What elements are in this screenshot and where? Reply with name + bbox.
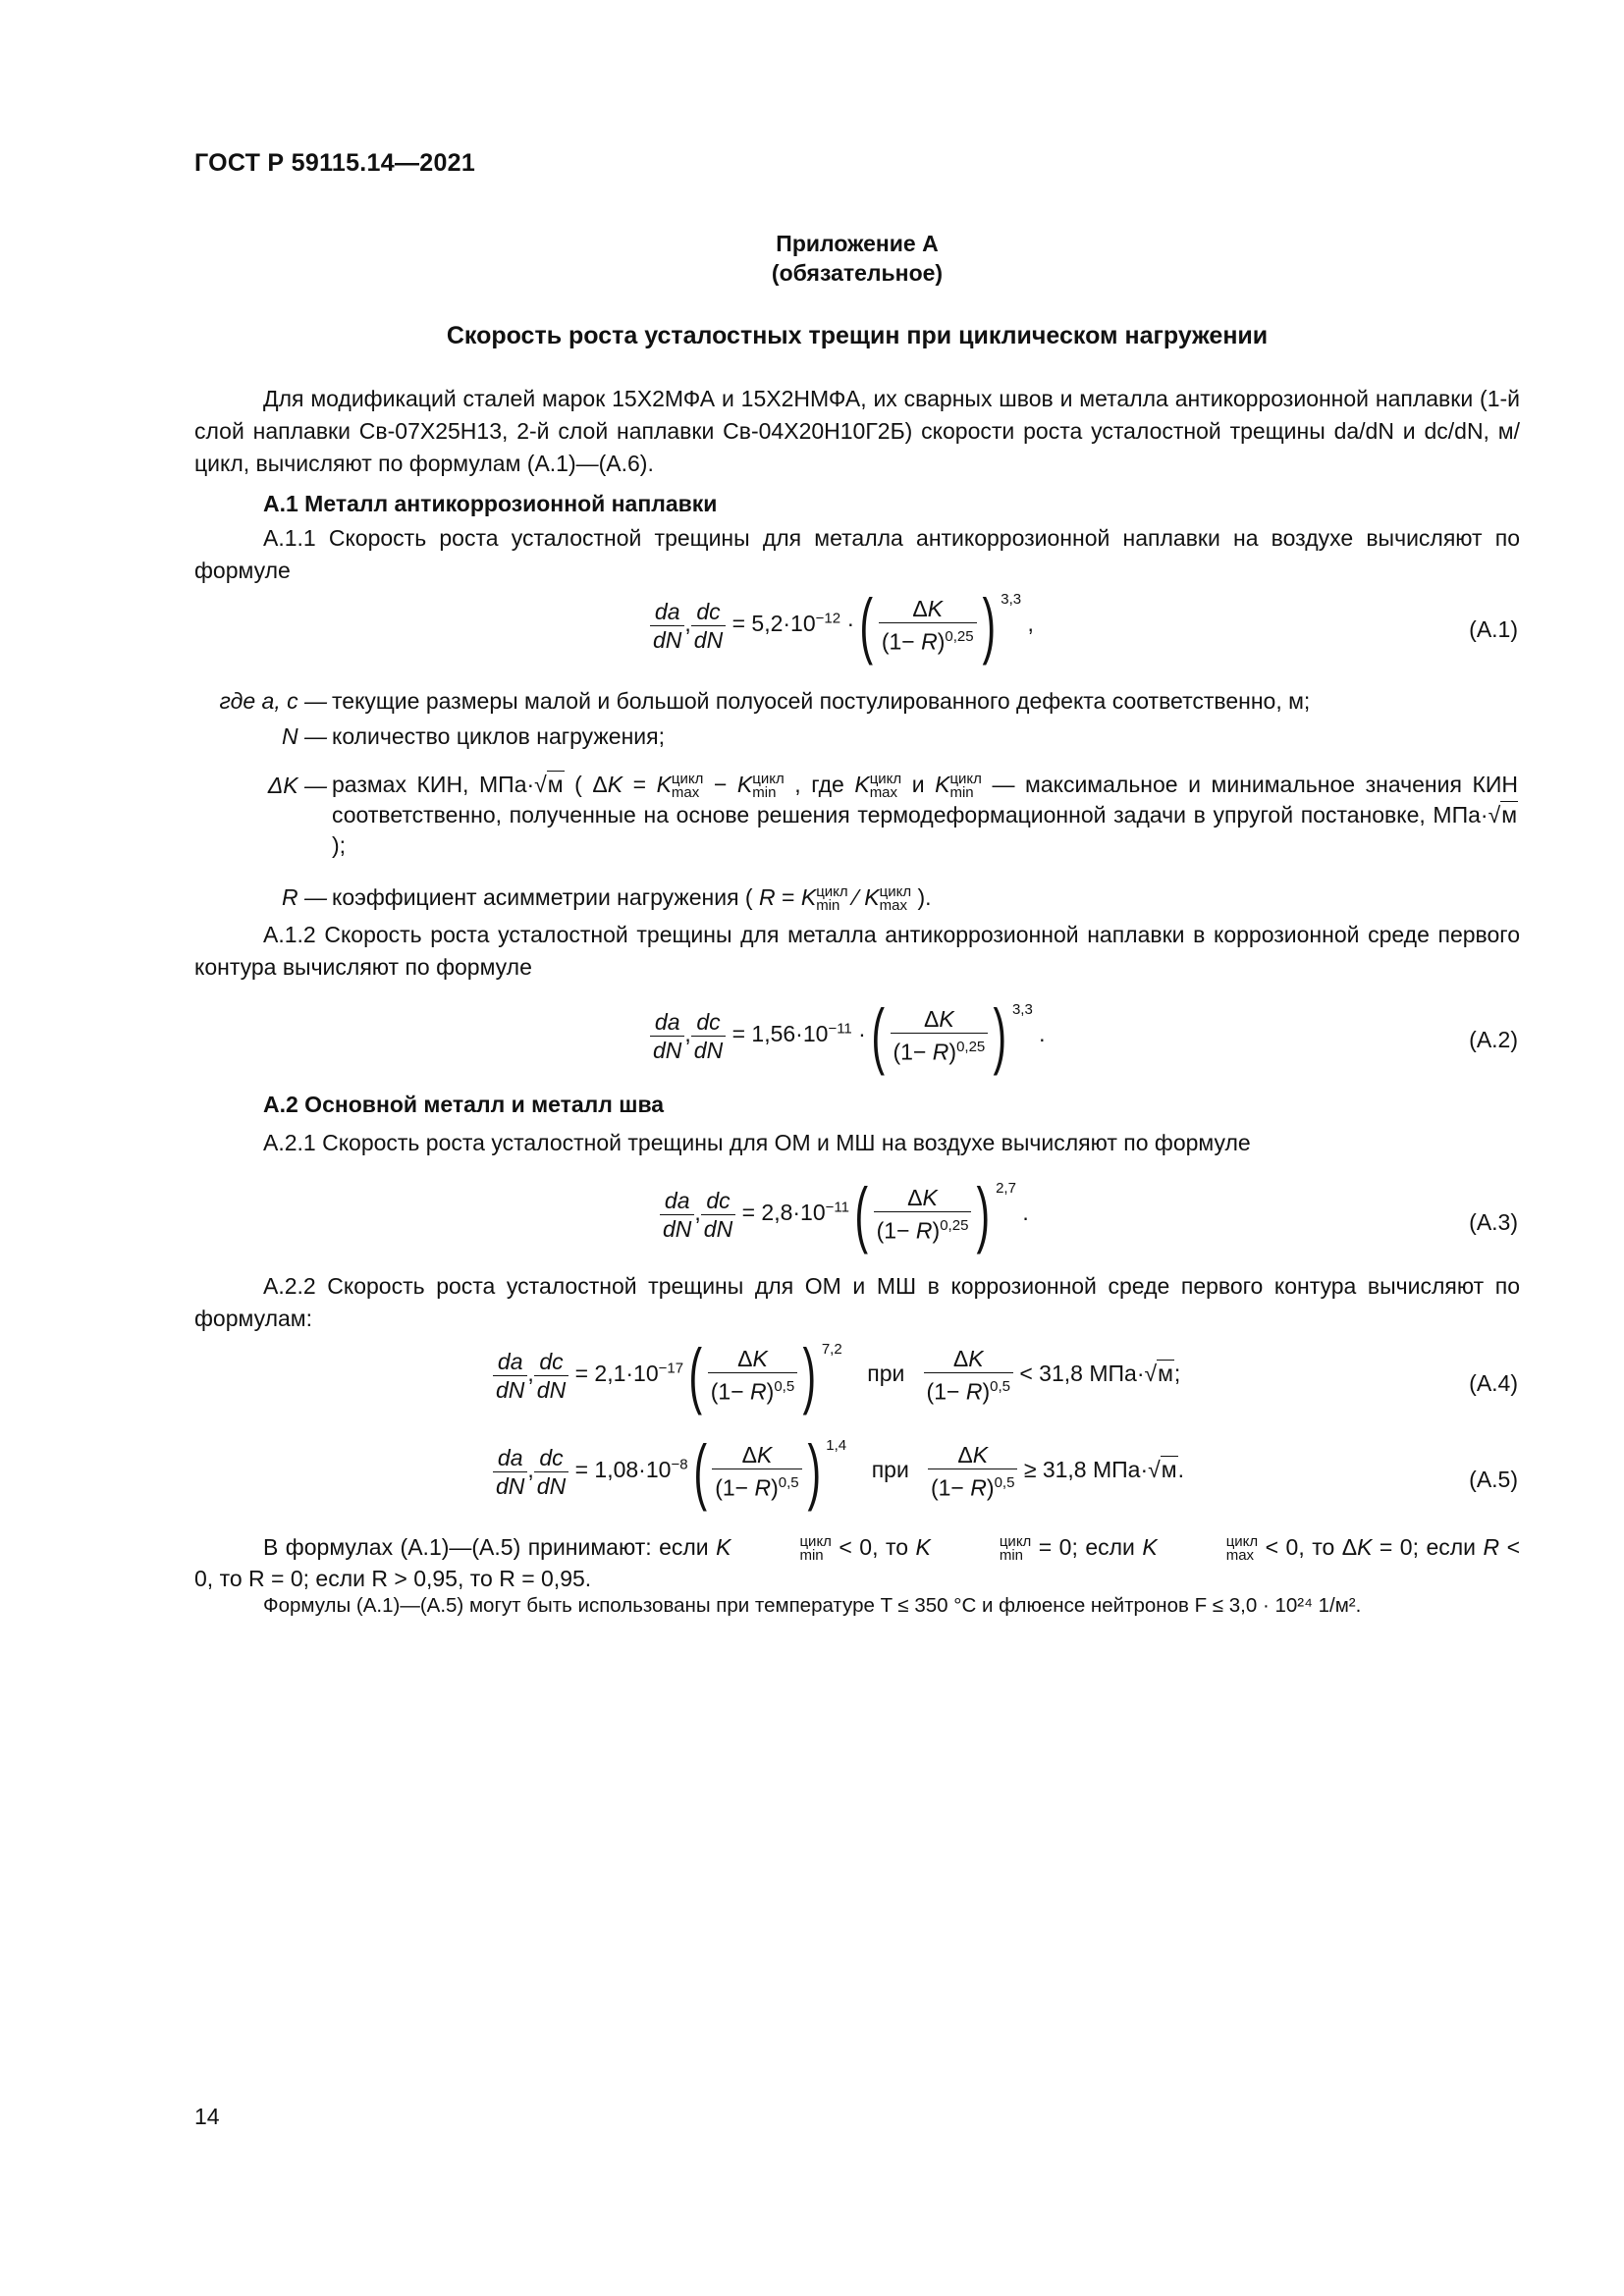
closing-note: Формулы (А.1)—(А.5) могут быть использованы при температуре T ≤ 350 °С и флюенсе нейтронов F ≤ 3,0 · 10²⁴ 1/м². bbox=[263, 1594, 1362, 1617]
def-ac-text: текущие размеры малой и большой полуосей постулированного дефекта соответственно, м; bbox=[332, 688, 1311, 714]
equation-a2-label: (А.2) bbox=[1469, 1027, 1518, 1052]
a1-2-paragraph: А.1.2 Скорость роста усталостной трещины для металла антикоррозионной наплавки в коррозионной среде первого контура вычисляют по формуле bbox=[194, 922, 1520, 980]
appendix-title: Приложение А bbox=[776, 231, 939, 256]
a1-heading: А.1 Металл антикоррозионной наплавки bbox=[263, 491, 718, 516]
equation-a3-label: (А.3) bbox=[1469, 1209, 1518, 1235]
section-title: Скорость роста усталостных трещин при циклическом нагружении bbox=[446, 322, 1269, 349]
def-r-label: R — bbox=[281, 884, 327, 910]
equation-a3: $\frac{da}{dN}$ , $\frac{dc}{dN}$ = $2,8\cdot 10^{-11}$( $\frac{\Delta K}{(1- R)^{0,25}}$ ) $^{2,7}$ . bbox=[660, 1178, 1029, 1251]
equation-a4: $\frac{da}{dN}$ , $\frac{dc}{dN}$ = $2,1\cdot 10^{-17}$( $\frac{\Delta K}{(1- R)^{0,5}}$ ) $^{7,2}$ при $\frac{\Delta K}{(1- R)^{0,5}}$ < 31,8 МПа·√м; bbox=[493, 1339, 1180, 1412]
intro-paragraph: Для модификаций сталей марок 15Х2МФА и 15Х2НМФА, их сварных швов и металла антикоррозионной наплавки (1-й слой наплавки Св-07Х25Н13, 2-й слой наплавки Св-04Х20Н10Г2Б) скорости роста усталостной трещины da/dN и dc/dN, м/цикл, вычисляют по формулам (А.1)—(А.6). bbox=[194, 386, 1520, 476]
a2-heading: А.2 Основной металл и металл шва bbox=[263, 1092, 665, 1117]
closing-rule: В формулах (А.1)—(А.5) принимают: если K цикл min < 0, то K цикл min = 0; если K цикл max < 0, то ΔK = 0; если R < 0, то R = 0; если R > 0,95, то R = 0,95. bbox=[194, 1532, 1521, 1591]
a2-2-paragraph: А.2.2 Скорость роста усталостной трещины для ОМ и МШ в коррозионной среде первого контура вычисляют по формулам: bbox=[194, 1273, 1520, 1331]
equation-a1: $\frac{da}{dN}$ , $\frac{dc}{dN}$ = $5,2\cdot 10^{-12}$ ·( $\frac{\Delta K}{(1- R)^{0,25}}$ ) $^{3,3}$ , bbox=[650, 589, 1034, 662]
appendix-status: (обязательное) bbox=[771, 260, 944, 286]
equation-a5-label: (А.5) bbox=[1469, 1467, 1518, 1492]
equation-a4-label: (А.4) bbox=[1469, 1370, 1518, 1396]
page-number: 14 bbox=[194, 2104, 220, 2129]
equation-a5: $\frac{da}{dN}$ , $\frac{dc}{dN}$ = $1,08\cdot 10^{-8}$( $\frac{\Delta K}{(1- R)^{0,5}}$ ) $^{1,4}$ при $\frac{\Delta K}{(1- R)^{0,5}}$ ≥ 31,8 МПа·√м. bbox=[493, 1435, 1184, 1508]
equation-a2: $\frac{da}{dN}$ , $\frac{dc}{dN}$ = $1,56\cdot 10^{-11}$ ·( $\frac{\Delta K}{(1- R)^{0,25}}$ ) $^{3,3}$ . bbox=[650, 999, 1046, 1072]
def-r-text: коэффициент асимметрии нагружения ( R = K цикл min ⁄ K цикл max ). bbox=[332, 882, 932, 914]
standard-header: ГОСТ Р 59115.14—2021 bbox=[194, 149, 476, 177]
a2-1-paragraph: А.2.1 Скорость роста усталостной трещины для ОМ и МШ на воздухе вычисляют по формуле bbox=[263, 1130, 1251, 1155]
def-dk-label: ΔK — bbox=[267, 773, 327, 798]
def-dk-text: размах КИН, МПа·√м ( ΔK = K цикл max − K цикл min , где K цикл max и K цикл min — максимальное и минимальное значения КИН соответственно, полученные на основе решения термодеформационной задачи в упругой постановке, МПа·√м ); bbox=[332, 770, 1518, 858]
a1-1-paragraph: А.1.1 Скорость роста усталостной трещины для металла антикоррозионной наплавки на воздухе вычисляют по формуле bbox=[194, 525, 1520, 583]
def-ac-label: где a, c — bbox=[219, 688, 327, 714]
def-n-text: количество циклов нагружения; bbox=[332, 723, 665, 749]
equation-a1-label: (А.1) bbox=[1469, 616, 1518, 642]
def-n-label: N — bbox=[281, 723, 327, 749]
